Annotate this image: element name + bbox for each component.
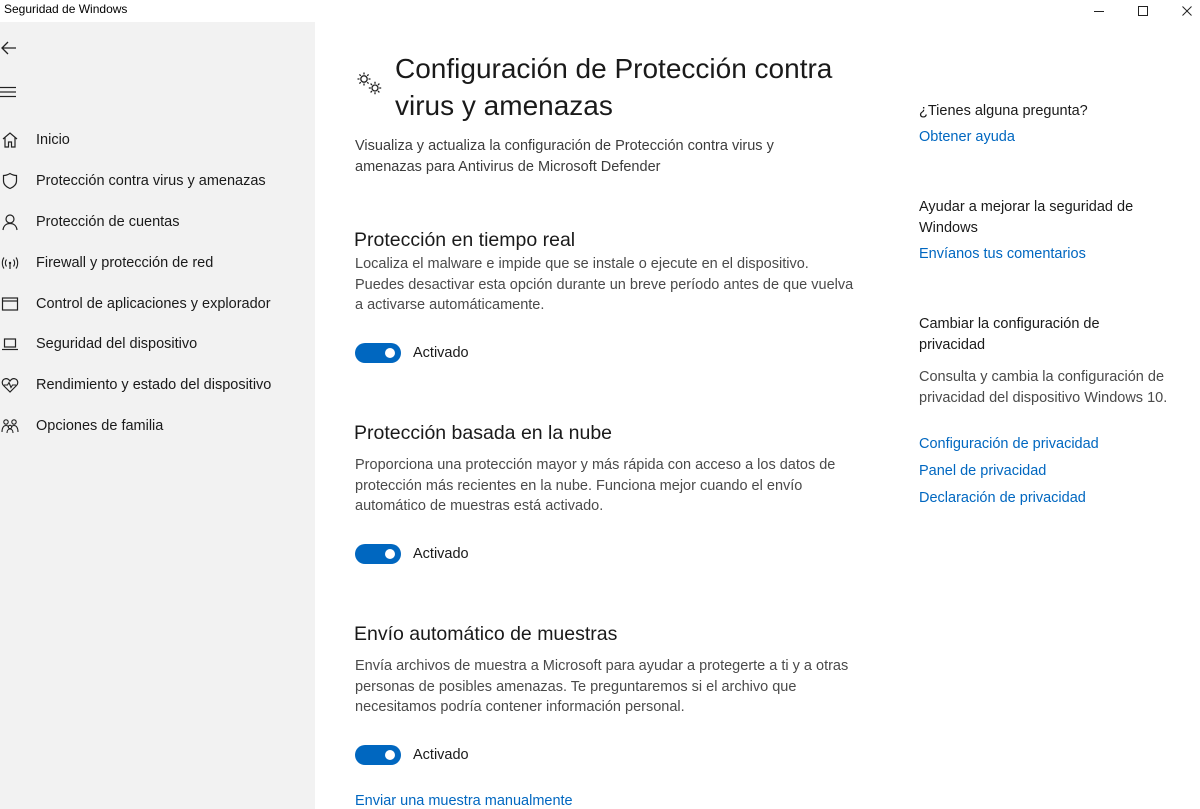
maximize-button[interactable] — [1120, 0, 1166, 22]
page-description: Visualiza y actualiza la configuración de Protección contra virus y amenazas para Antivirus de Microsoft Defender — [355, 138, 774, 175]
sidebar-item-label: Protección de cuentas — [36, 213, 180, 230]
sidebar-item-label: Opciones de familia — [36, 417, 164, 434]
improve-security-heading: Ayudar a mejorar la seguridad de Windows — [919, 199, 1134, 236]
page-title: Configuración de Protección contra virus y amenazas — [395, 53, 833, 121]
sidebar-item-label: Rendimiento y estado del dispositivo — [36, 377, 272, 394]
sidebar — [0, 22, 315, 809]
sidebar-nav — [0, 120, 315, 446]
privacy-heading: Cambiar la configuración de privacidad — [919, 316, 1100, 353]
toggle-realtime-state: Activado — [413, 345, 469, 361]
sidebar-item-label: Inicio — [36, 132, 70, 149]
back-button[interactable] — [0, 30, 40, 66]
privacy-statement-link[interactable]: Declaración de privacidad — [919, 490, 1086, 506]
section-title-realtime: Protección en tiempo real — [354, 229, 576, 251]
privacy-dashboard-link[interactable]: Panel de privacidad — [919, 463, 1047, 479]
sidebar-item-firewall[interactable] — [0, 242, 315, 283]
get-help-link[interactable]: Obtener ayuda — [919, 129, 1015, 145]
hamburger-menu-button[interactable] — [0, 74, 40, 110]
toggle-knob — [385, 549, 395, 559]
home-icon — [0, 130, 20, 150]
privacy-settings-link[interactable]: Configuración de privacidad — [919, 436, 1099, 452]
toggle-knob — [385, 750, 395, 760]
toggle-cloud-state: Activado — [413, 546, 469, 562]
sidebar-item-device-health[interactable] — [0, 365, 315, 406]
window-title: Seguridad de Windows — [4, 2, 128, 16]
toggle-sample-submission-state: Activado — [413, 747, 469, 763]
close-icon — [1181, 5, 1193, 17]
toggle-realtime-protection[interactable] — [355, 343, 401, 363]
section-description-sample-submission: Envía archivos de muestra a Microsoft para ayudar a protegerte a ti y a otras personas de posibles amenazas. Te preguntaremos si el archivo que necesitamos podría contener información personal. — [355, 658, 849, 715]
title-bar — [0, 0, 1200, 22]
sidebar-item-label: Seguridad del dispositivo — [36, 336, 198, 353]
sidebar-item-label: Control de aplicaciones y explorador — [36, 295, 271, 312]
laptop-icon — [0, 334, 20, 354]
minimize-button[interactable] — [1076, 0, 1122, 22]
hamburger-icon — [0, 86, 16, 98]
person-icon — [0, 212, 20, 232]
section-description-cloud: Proporciona una protección mayor y más rápida con acceso a los datos de protección más recientes en la nube. Funciona mejor cuando el envío automático de muestras está activado. — [355, 457, 836, 514]
toggle-knob — [385, 348, 395, 358]
sidebar-item-family-options[interactable] — [0, 406, 315, 447]
sidebar-item-device-security[interactable] — [0, 324, 315, 365]
send-feedback-link[interactable]: Envíanos tus comentarios — [919, 246, 1086, 262]
sidebar-item-virus-protection[interactable] — [0, 161, 315, 202]
maximize-icon — [1137, 5, 1149, 17]
back-arrow-icon — [0, 40, 18, 56]
section-description-realtime: Localiza el malware e impide que se instale o ejecute en el dispositivo. Puedes desactivar esta opción durante un breve período antes de que vuelva a activarse automáticamente. — [355, 256, 854, 313]
shield-icon — [0, 171, 20, 191]
section-title-cloud: Protección basada en la nube — [354, 422, 613, 444]
sidebar-item-label: Protección contra virus y amenazas — [36, 173, 266, 190]
sidebar-item-app-browser-control[interactable] — [0, 283, 315, 324]
submit-sample-manually-link[interactable]: Enviar una muestra manualmente — [355, 793, 573, 809]
toggle-cloud-protection[interactable] — [355, 544, 401, 564]
sidebar-item-inicio[interactable] — [0, 120, 315, 161]
wifi-icon — [0, 253, 20, 273]
section-title-sample-submission: Envío automático de muestras — [354, 623, 618, 645]
toggle-sample-submission[interactable] — [355, 745, 401, 765]
gears-icon — [355, 70, 385, 98]
sidebar-item-account-protection[interactable] — [0, 202, 315, 243]
close-button[interactable] — [1164, 0, 1200, 22]
heart-icon — [0, 375, 20, 395]
sidebar-item-label: Firewall y protección de red — [36, 254, 214, 271]
minimize-icon — [1093, 5, 1105, 17]
privacy-description: Consulta y cambia la configuración de privacidad del dispositivo Windows 10. — [919, 369, 1168, 406]
app-browser-icon — [0, 294, 20, 314]
question-heading: ¿Tienes alguna pregunta? — [919, 103, 1088, 119]
main-content — [315, 22, 1200, 809]
family-icon — [0, 416, 20, 436]
